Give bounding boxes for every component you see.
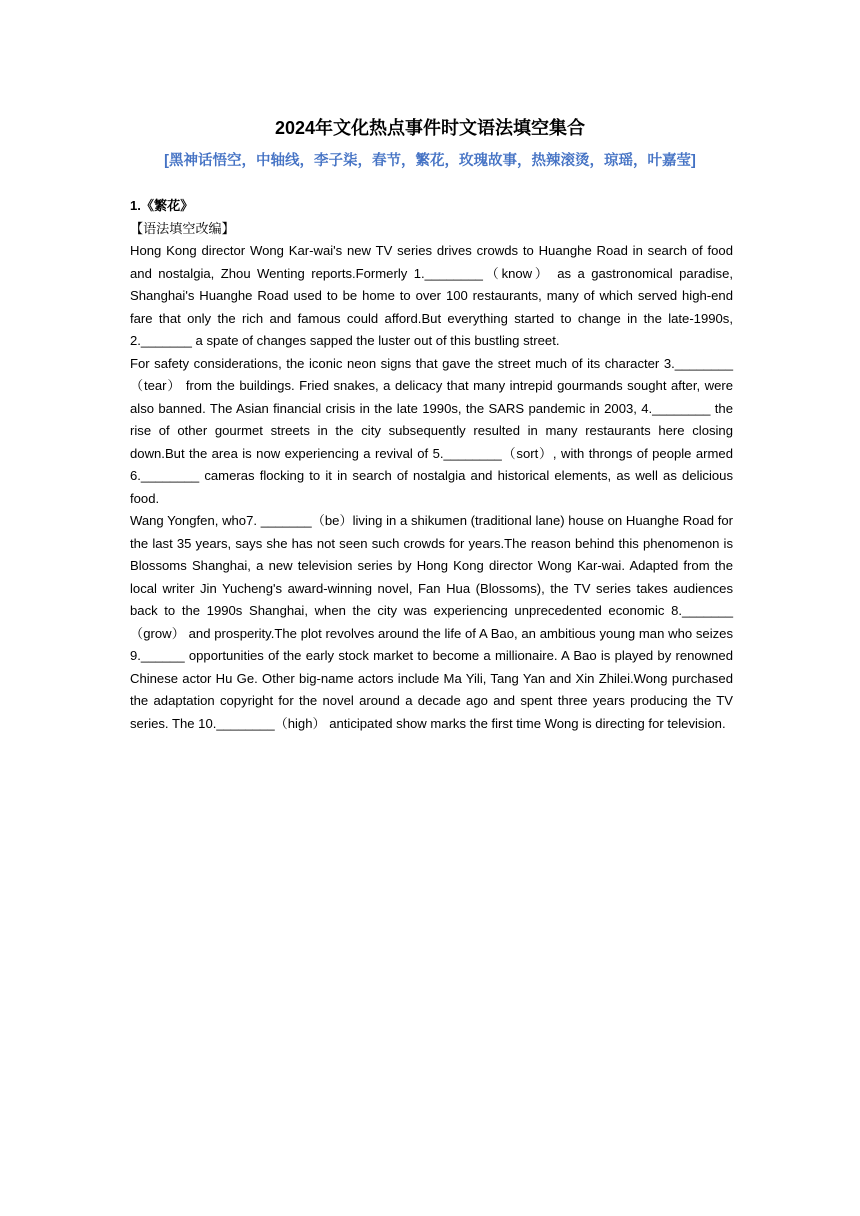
section-content — [130, 195, 733, 735]
paragraph-3: Wang Yongfen, who7. _______（be）living in a shikumen (traditional lane) house on Huanghe Road for the last 35 years, says she has not seen such crowds for years.The reason behind this phenomenon is Blossoms Shanghai, a new television series by Hong Kong director Wong Kar-wai. Adapted from the local writer Jin Yucheng's award-winning novel, Fan Hua (Blossoms), the TV series takes audiences back to the 1990s Shanghai, when the city was experiencing unprecedented economic 8._______ （grow） and prosperity.The plot revolves around the life of A Bao, an ambitious young man who seizes 9.______ opportunities of the early stock market to become a millionaire. A Bao is played by renowned Chinese actor Hu Ge. Other big-name actors include Ma Yili, Tang Yan and Xin Zhilei.Wong purchased the adaptation copyright for the novel around a decade ago and spent three years producing the TV series. The 10.________（high） anticipated show marks the first time Wong is directing for television. — [130, 513, 733, 731]
document-title: 2024年文化热点事件时文语法填空集合 — [274, 118, 586, 138]
paragraph-1: Hong Kong director Wong Kar-wai's new TV series drives crowds to Huanghe Road in search of food and nostalgia, Zhou Wenting reports.Formerly 1.________（know） as a gastronomical paradise, Shanghai's Huanghe Road used to be home to over 100 restaurants, many of which served high-end fare that only the rich and famous could afford.But everything started to change in the late-1990s, 2._______ a spate of changes sapped the luster out of this bustling street. — [130, 243, 733, 348]
paragraph-2: For safety considerations, the iconic neon signs that gave the street much of its character 3.________（tear） from the buildings. Fried snakes, a delicacy that many intrepid gourmands sought after, were also banned. The Asian financial crisis in the late 1990s, the SARS pandemic in 2003, 4.________ the rise of other gourmet streets in the city subsequently resulted in many restaurants here closing down.But the area is now experiencing a revival of 5.________（sort）, with throngs of people armed 6.________ cameras flocking to it in search of nostalgia and historical elements, as well as delicious food. — [130, 355, 733, 506]
section-tag: 【语法填空改编】 — [130, 220, 235, 236]
document-subtitle: [黑神话悟空，中轴线，李子柒，春节，繁花，玫瑰故事，热辣滚烫，琼瑶，叶嘉莹] — [164, 153, 696, 169]
section-heading: 1.《繁花》 — [130, 198, 194, 213]
